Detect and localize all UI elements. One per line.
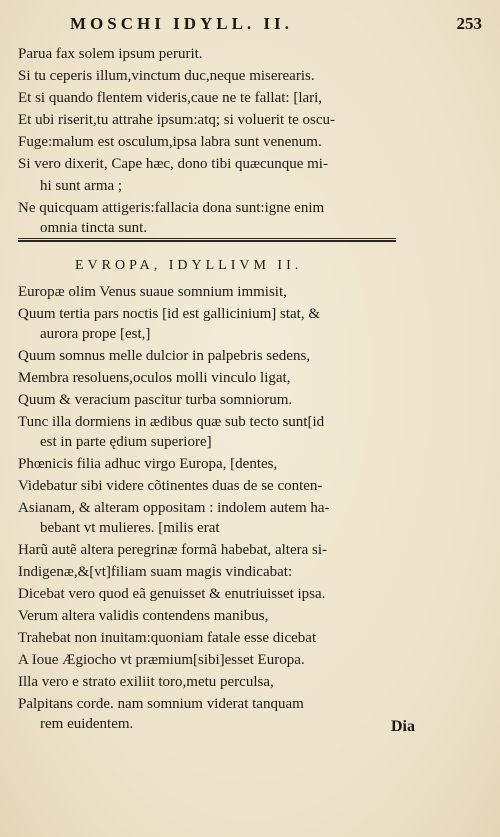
divider-thin-line [18,238,396,239]
verse-line: Indigenæ,&[vt]filiam suam magis vindicabat: [18,564,293,580]
verse-line: aurora prope [est,] [40,326,151,342]
verse-line: Si vero dixerit, Cape hæc, dono tibi quæcunque mi- [18,156,328,172]
verse-line: est in parte ędium superiore] [40,434,212,450]
verse-line: Palpitans corde. nam somnium viderat tanquam [18,696,304,712]
section-divider [18,238,396,242]
verse-line: omnia tincta sunt. [40,220,148,236]
verse-line: Et si quando flentem videris,caue ne te fallat: [lari, [18,90,323,106]
verse-line: Asianam, & alteram oppositam : indolem autem ha- [18,500,330,516]
divider-thick-line [18,240,396,242]
verse-line: Trahebat non inuitam:quoniam fatale esse dicebat [18,630,317,646]
catchword: Dia [391,718,415,735]
verse-line: Quum & veracium pascitur turba somniorum. [18,392,293,408]
section-title: EVROPA, IDYLLIVM II. [75,258,303,273]
verse-line: Fuge:malum est osculum,ipsa labra sunt venenum. [18,134,322,150]
page-header [70,14,482,42]
verse-line: Et ubi riserit,tu attrahe ipsum:atq; si voluerit te oscu- [18,112,336,128]
verse-line: Membra resoluens,oculos molli vinculo ligat, [18,370,291,386]
verse-line: Si tu ceperis illum,vinctum duc,neque miserearis. [18,68,315,84]
verse-line: Ne quicquam attigeris:fallacia dona sunt:igne enim [18,200,325,216]
running-title: MOSCHI IDYLL. II. [70,14,293,33]
verse-line: Videbatur sibi videre cõtinentes duas de se conten- [18,478,323,494]
verse-line: Illa vero e strato exiliit toro,metu perculsa, [18,674,274,690]
page-number: 253 [456,14,482,33]
verse-line: Harũ autẽ altera peregrinæ formã habebat, altera si- [18,542,328,558]
verse-line: A Ioue Ægiocho vt præmium[sibi]esset Europa. [18,652,305,668]
verse-line: bebant vt mulieres. [milis erat [40,520,220,536]
verse-line: Dicebat vero quod eã genuisset & enutriuisset ipsa. [18,586,326,602]
verse-line: Europæ olim Venus suaue somnium immisit, [18,284,287,300]
verse-line: Quum tertia pars noctis [id est gallicinium] stat, & [18,306,321,322]
verse-line: rem euidentem. [40,716,134,732]
verse-line: hi sunt arma ; [40,178,123,194]
verse-line: Phœnicis filia adhuc virgo Europa, [dentes, [18,456,278,472]
verse-line: Verum altera validis contendens manibus, [18,608,269,624]
verse-line: Parua fax solem ipsum perurit. [18,46,203,62]
verse-line: Quum somnus melle dulcior in palpebris sedens, [18,348,311,364]
verse-line: Tunc illa dormiens in ædibus quæ sub tecto sunt[id [18,414,325,430]
